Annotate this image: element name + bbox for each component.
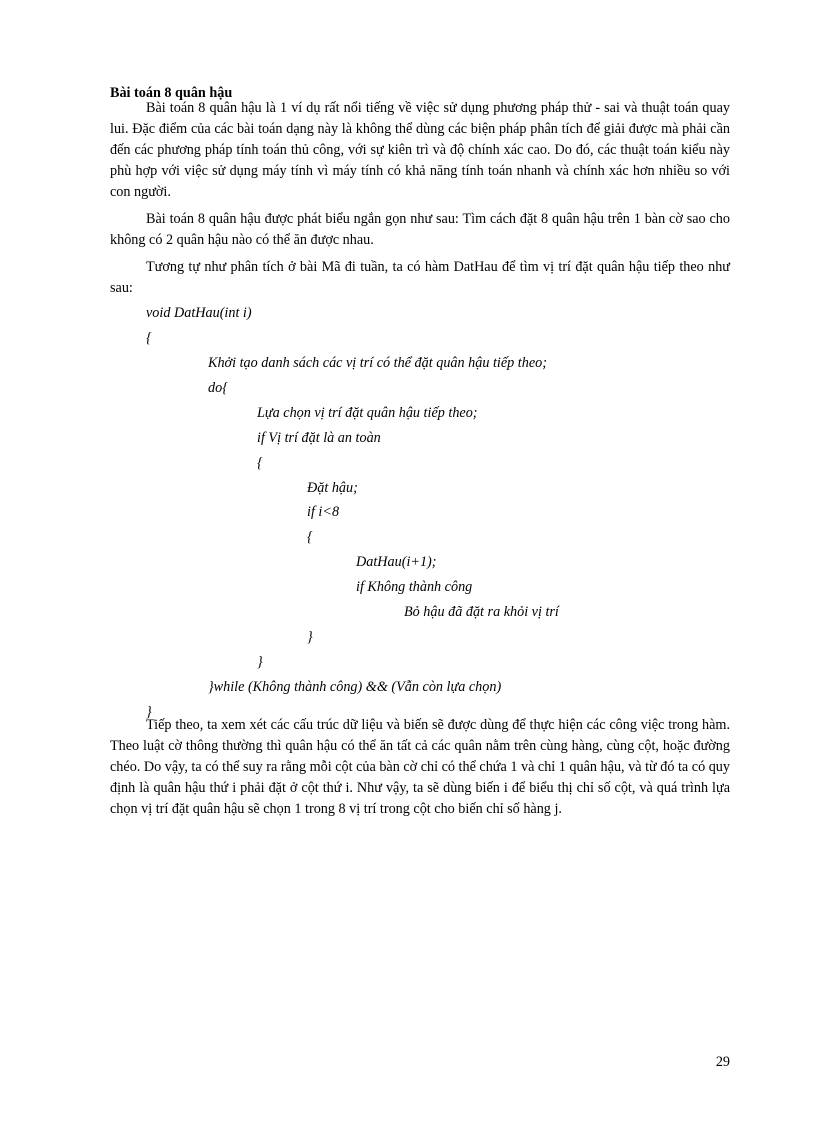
data-structure-paragraph: Tiếp theo, ta xem xét các cấu trúc dữ liệu và biến sẽ được dùng để thực hiện các công việc trong hàm. Theo luật cờ thông thường thì quân hậu có thể ăn tất cả các quân nằm trên cùng hàng, cùng cột, hoặc đường chéo. Do vậy, ta có thể suy ra rằng mỗi cột của bàn cờ chỉ có thể chứa 1 và chỉ 1 quân hậu, và từ đó ta có quy định là quân hậu thứ i phải đặt ở cột thứ i. Như vậy, ta sẽ dùng biến i để biểu thị chỉ số cột, và quá trình lựa chọn vị trí đặt quân hậu sẽ chọn 1 trong 8 vị trí trong cột cho biến chỉ số hàng j. <box>110 717 730 817</box>
code-line: if i<8 <box>307 504 340 520</box>
function-intro-paragraph: Tương tự như phân tích ở bài Mã đi tuần, ta có hàm DatHau để tìm vị trí đặt quân hậu tiếp theo như sau: <box>110 259 730 296</box>
code-line: DatHau(i+1); <box>356 554 437 570</box>
section-heading: Bài toán 8 quân hậu <box>110 85 233 101</box>
code-line: Bỏ hậu đã đặt ra khỏi vị trí <box>404 604 559 620</box>
code-line: void DatHau(int i) <box>146 305 252 321</box>
code-line: { <box>257 455 263 471</box>
page-number: 29 <box>715 1054 730 1070</box>
code-line: } <box>257 654 263 670</box>
code-line: Lựa chọn vị trí đặt quân hậu tiếp theo; <box>257 405 478 421</box>
problem-statement-paragraph: Bài toán 8 quân hậu được phát biểu ngắn gọn như sau: Tìm cách đặt 8 quân hậu trên 1 bàn cờ sao cho không có 2 quân hậu nào có thể ăn được nhau. <box>110 211 730 248</box>
intro-paragraph: Bài toán 8 quân hậu là 1 ví dụ rất nổi tiếng về việc sử dụng phương pháp thử - sai và thuật toán quay lui. Đặc điểm của các bài toán dạng này là không thể dùng các biện pháp phân tích để giải được mà phải cần đến các phương pháp tính toán thủ công, với sự kiên trì và độ chính xác cao. Do đó, các thuật toán kiểu này phù hợp với việc sử dụng máy tính vì máy tính có khả năng tính toán nhanh và chính xác hơn nhiều so với con người. <box>110 100 730 200</box>
code-line: do{ <box>208 380 228 396</box>
code-line: { <box>307 529 313 545</box>
code-line: if Vị trí đặt là an toàn <box>257 430 381 446</box>
code-line: Đặt hậu; <box>307 480 358 496</box>
code-line: if Không thành công <box>356 579 473 595</box>
code-line: } <box>146 704 152 720</box>
code-line: { <box>146 330 152 346</box>
code-line: } <box>307 629 313 645</box>
code-line: }while (Không thành công) && (Vẫn còn lựa chọn) <box>208 679 502 695</box>
code-line: Khởi tạo danh sách các vị trí có thể đặt quân hậu tiếp theo; <box>208 355 547 371</box>
